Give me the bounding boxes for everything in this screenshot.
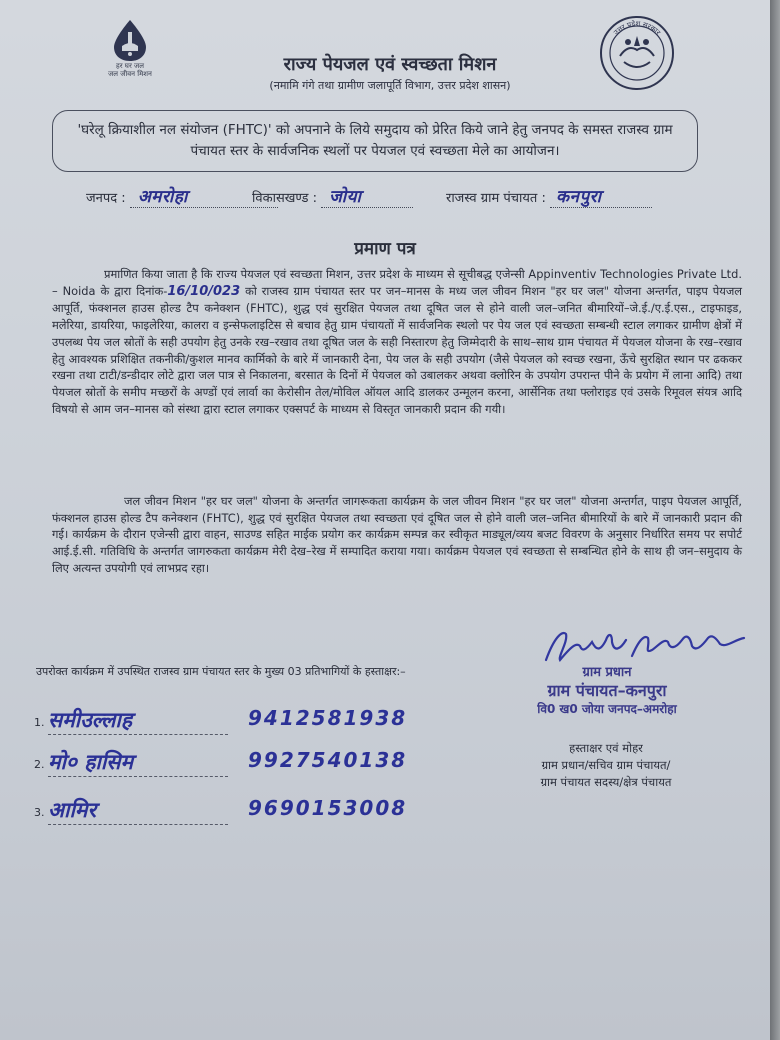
block-field	[252, 184, 413, 210]
participant-number: 2.	[34, 758, 45, 771]
participant-number: 3.	[34, 806, 45, 819]
pradhan-stamp	[512, 664, 702, 717]
para1-body: को राजस्व ग्राम पंचायत स्तर पर जन–मानस के मध्य जल जीवन मिशन "हर घर जल" योजना अन्तर्गत, पाइप पेयजल आपूर्ति, फंक्शनल हाउस होल्ड टैप कनेक्शन (FHTC), शुद्ध एवं सुरक्षित पेयजल तथा दूषित जल से होने वाली जल–जनित बीमारियों–जे.ई./ए.ई.एस., टाइफाइड, मलेरिया, डायरिया, फाइलेरिया, कालरा व इन्सेफलाइटिस से बचाव हेतु ग्राम पंचायतों में सार्वजनिक स्थलो पर पेय जल एवं स्वच्छता सम्बन्धी स्टाल लगाकर ग्रामीण क्षेत्रों में उपलब्ध पेय जल स्रोतों के सही उपयोग हेतु उनके रख–रखाव तथा दूषित जल के सही निस्तारण हेतु जिम्मेदारी के साथ–साथ ग्राम पंचायत में पेयजल योजना के रख–रखाव हेतु आवश्यक प्रशिक्षित तकनीकी/कुशल मानव कार्मिको के बारे में जानकारी देना, पेय जल के सही उपयोग (जैसे पेयजल को स्वच्छ रखना, ऊँचे सुरक्षित स्थान पर ढककर रखना तथा टाटी/डन्डीदार लोटे द्वारा जल पात्र से निकालना, बरसात के दिनों में पेयजल को उबालकर अथवा क्लोरिन के उपयोग उपरान्त पीने के प्रयोग में लाना आदि) तथा पेयजल स्रोतों के समीप मच्छरों के अण्डों एवं लार्वा का केरोसीन तेल/मोविल ऑयल आदि डालकर उन्मूलन करना, आर्सेनिक तथा फ्लोराइड एवं उसके रिमूवल संयत्र आदि विषयो से आम जन–मानस को संस्था द्वारा स्टाल लगाकर एक्सपर्ट के माध्यम से विस्तृत जानकारी प्रदान की गयी।	[52, 283, 743, 416]
district-field	[86, 184, 278, 210]
seal-text: उत्तर प्रदेश सरकार	[612, 19, 662, 37]
stamp-line-1: ग्राम प्रधान	[582, 665, 632, 680]
logo-tagline: हर घर जल जल जीवन मिशन	[108, 62, 152, 78]
event-date: 16/10/023	[167, 283, 241, 299]
participants-note: उपरोक्त कार्यक्रम में उपस्थित राजस्व ग्राम पंचायत स्तर के मुख्य 03 प्रतिभागियों के हस्ताक्षर:–	[36, 665, 406, 678]
har-ghar-jal-logo	[100, 18, 160, 78]
event-banner: 'घरेलू क्रियाशील नल संयोजन (FHTC)' को अपनाने के लिये समुदाय को प्रेरित किये जाने हेतु जनपद के समस्त राजस्व ग्राम पंचायत स्तर के सार्वजनिक स्थलों पर पेयजल एवं स्वच्छता मेले का आयोजन।	[52, 110, 698, 172]
footer-signature-label: हस्ताक्षर एवं मोहर	[569, 741, 643, 755]
seal-emblem-icon	[598, 14, 676, 92]
participant-phone: 9927540138	[248, 748, 408, 772]
gram-panchayat-value: कनपुरा	[555, 187, 602, 207]
footer-roles-line-2: ग्राम पंचायत सदस्य/क्षेत्र पंचायत	[540, 775, 672, 789]
participant-row	[34, 796, 434, 826]
water-drop-icon	[108, 18, 152, 62]
gram-panchayat-field	[446, 184, 652, 210]
participant-number: 1.	[34, 716, 45, 729]
participant-phone: 9412581938	[248, 706, 408, 730]
certificate-paragraph-2: जल जीवन मिशन "हर घर जल" योजना के अन्तर्गत जागरूकता कार्यक्रम के जल जीवन मिशन "हर घर जल" योजना अन्तर्गत, पाइप पेयजल आपूर्ति, फंक्शनल हाउस होल्ड टैप कनेक्शन (FHTC), शुद्ध एवं सुरक्षित पेयजल तथा स्वच्छता एवं दूषित जल से होने वाली जल–जनित बीमारियों के बारे में जानकारी प्रदान की गई। कार्यक्रम के दौरान एजेन्सी द्वारा वाहन, साउण्ड सहित माईक प्रयोग कर कार्यक्रम सम्पन्न कर स्वीकृत माड्यूल/व्यय बजट विवरण के अनुसार निर्धारित समय पर सपोर्ट आई.ई.सी. गतिविधि के अन्तर्गत जागरुकता कार्यक्रम मेरी देख–रेख में सम्पादित कराया गया। कार्यक्रम पेयजल एवं स्वच्छता से सम्बन्धित होने के साथ ही जन–समुदाय के लिए अत्यन्त उपयोगी एवं लाभप्रद रहा।	[52, 494, 742, 575]
stamp-line-2: ग्राम पंचायत–कनपुरा	[547, 681, 667, 700]
footer-roles-line-1: ग्राम प्रधान/सचिव ग्राम पंचायत/	[541, 758, 671, 772]
certificate-heading: प्रमाण पत्र	[354, 239, 416, 259]
participant-row	[34, 748, 434, 778]
page-edge	[770, 0, 780, 1040]
gram-panchayat-label: राजस्व ग्राम पंचायत :	[446, 191, 546, 206]
stamp-line-3: वि0 ख0 जोया जनपद–अमरोहा	[537, 702, 677, 716]
department-subtitle: (नमामि गंगे तथा ग्रामीण जलापूर्ति विभाग, उत्तर प्रदेश शासन)	[269, 79, 511, 92]
certificate-paragraph-1	[52, 266, 742, 417]
participant-phone: 9690153008	[248, 796, 408, 820]
para1-intro: प्रमाणित किया जाता है कि राज्य पेयजल एवं स्वच्छता मिशन, उत्तर प्रदेश के माध्यम से सूचीबद्ध एजेन्सी Appinventiv Technologies Private Ltd. – Noida के द्वारा दिनांक-	[52, 267, 742, 298]
up-government-seal	[598, 14, 676, 92]
block-label: विकासखण्ड :	[252, 191, 318, 206]
block-value: जोया	[329, 187, 362, 207]
participant-signature: मो० हासिम	[48, 748, 228, 777]
mission-title: राज्य पेयजल एवं स्वच्छता मिशन	[283, 54, 497, 75]
district-label: जनपद :	[86, 191, 126, 206]
participant-row	[34, 706, 434, 736]
pradhan-signature	[540, 620, 750, 668]
participant-signature: आमिर	[48, 796, 228, 825]
signatory-footer	[490, 740, 722, 791]
district-value: अमरोहा	[137, 187, 188, 207]
participant-signature: समीउल्लाह	[48, 706, 228, 735]
